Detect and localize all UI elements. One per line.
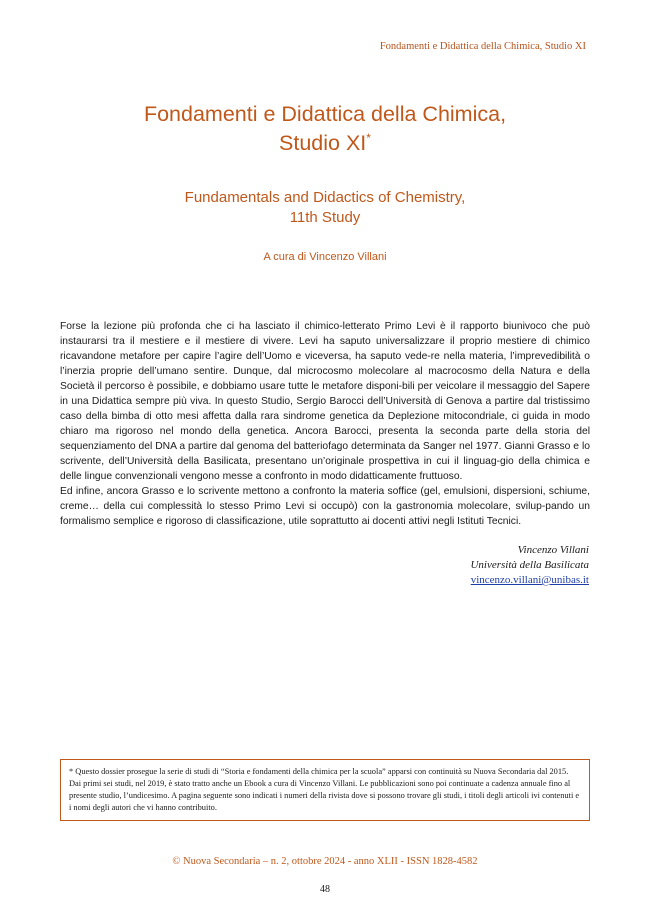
body-paragraph-1: Forse la lezione più profonda che ci ha lasciato il chimico-letterato Primo Levi è il rapporto biunivoco che può instaurarsi tra il mestiere e il mestiere di vivere. Levi ha saputo universalizzare il proprio mestiere di chimico ricavandone metafore per capire l’agire dell’Uomo e viceversa, ha saputo vede-re nella materia, l’imprevedibilità o l’inerzia proprie dell’umano sentire. Dunque, dal microcosmo molecolare al macrocosmo della Natura e della Società il percorso è possibile, e dobbiamo usare tutte le metafore disponi-bili per veicolare il messaggio del Sapere in una Didattica sempre più viva. In questo Studio, Sergio Barocci dell’Università di Genova a partire dal tristissimo caso della bimba di otto mesi affetta dalla rara sindrome genetica da Deplezione mitocondriale, ci guida in modo chiaro ma rigoroso nel mondo della genetica. Ancora Barocci, presenta la seconda parte della storia del sequenziamento del DNA a partire dal genoma del batteriofago determinata da Sanger nel 1977. Gianni Grasso e lo scrivente, dell’Università della Basilicata, presentano un’originale prospettiva in cui il linguag-gio della chimica e delle lingue convenzionali vengono messe a confronto in modo didatticamente fruttuoso. xyxy=(60,321,590,482)
signature-block xyxy=(470,543,589,588)
subtitle-line-1: Fundamentals and Didactics of Chemistry, xyxy=(184,189,466,206)
title-line-2 xyxy=(0,129,650,158)
signature-name: Vincenzo Villani xyxy=(517,544,589,556)
title-line-1: Fondamenti e Didattica della Chimica, xyxy=(143,102,507,126)
curator-line: A cura di Vincenzo Villani xyxy=(263,251,387,263)
title-line-2-text: Studio XI xyxy=(279,131,367,155)
footnote-box: * Questo dossier prosegue la serie di studi di “Storia e fondamenti della chimica per la scuola” apparsi con continuità su Nuova Secondaria dal 2015. Dai primi sei studi, nel 2019, è stato tratto anche un Ebook a cura di Vincenzo Villani. Le pubblicazioni sono poi continuate a cadenza annuale fino al presente studio, l’undicesimo. A pagina seguente sono indicati i numeri della rivista dove si possono trovare gli studi, i titoli degli articoli ivi contenuti e i nomi degli autori che vi hanno contribuito. xyxy=(60,759,590,821)
running-head: Fondamenti e Didattica della Chimica, Studio XI xyxy=(379,41,586,52)
body-paragraph-2: Ed infine, ancora Grasso e lo scrivente mettono a confronto la materia soffice (gel, emulsioni, dispersioni, schiume, creme… della cui complessità lo stesso Primo Levi si occupò) con la gastronomia molecolare, svilup-pando un formalismo semplice e rigoroso di classificazione, utile soprattutto ai docenti attivi negli Istituti Tecnici. xyxy=(60,486,590,527)
article-title xyxy=(0,100,650,158)
footer-citation: © Nuova Secondaria – n. 2, ottobre 2024 - anno XLII - ISSN 1828-4582 xyxy=(172,856,478,867)
subtitle-line-2: 11th Study xyxy=(289,209,361,226)
email-link[interactable]: vincenzo.villani@unibas.it xyxy=(470,574,589,586)
body-text xyxy=(60,319,590,529)
article-subtitle xyxy=(0,188,650,228)
signature-affiliation: Università della Basilicata xyxy=(470,559,589,571)
page-number: 48 xyxy=(320,884,330,895)
footnote-marker: * xyxy=(366,131,371,145)
